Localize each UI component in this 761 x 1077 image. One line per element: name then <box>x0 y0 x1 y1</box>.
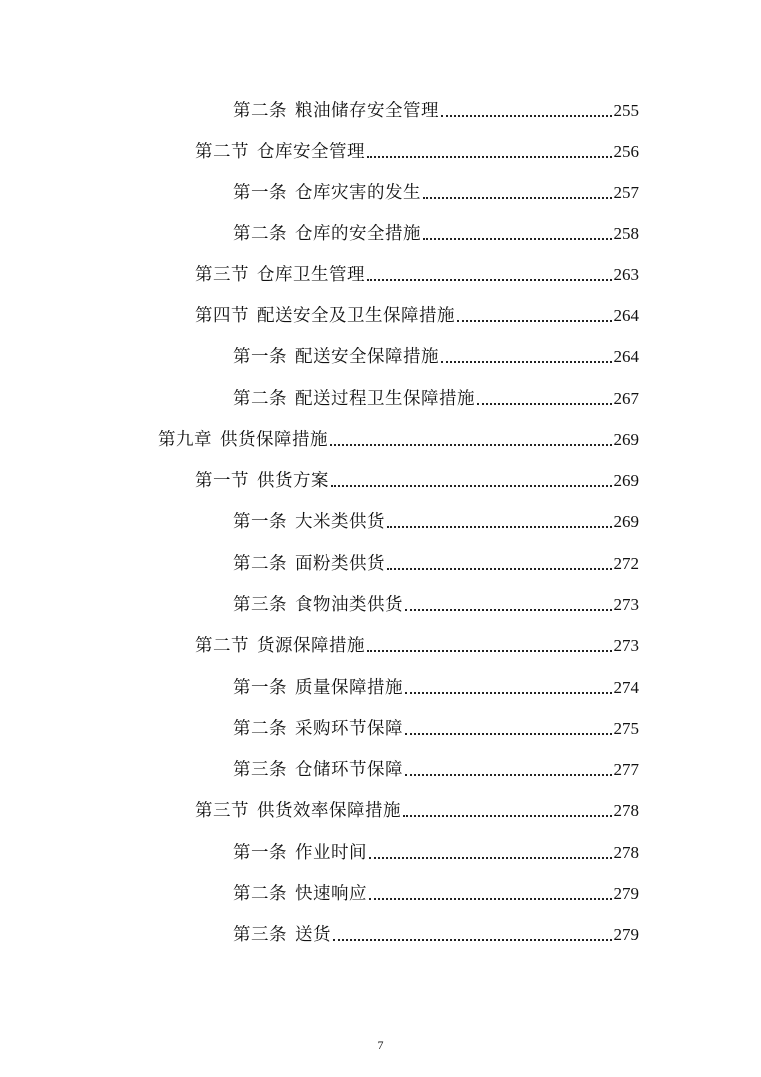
toc-entry-label: 第二条 <box>233 884 287 904</box>
toc-entry <box>233 920 639 946</box>
toc-entry-page: 274 <box>613 678 639 697</box>
toc-entry-page: 269 <box>613 471 639 490</box>
toc-entry-label: 第三节 <box>195 801 249 821</box>
toc-dot-leader <box>477 403 612 405</box>
toc-entry-page: 278 <box>613 843 639 862</box>
toc-entry <box>195 301 639 327</box>
toc-entry-title: 供货效率保障措施 <box>257 801 401 821</box>
toc-dot-leader <box>441 115 612 117</box>
toc-entry <box>233 755 639 781</box>
toc-entry-page: 257 <box>613 183 639 202</box>
toc-entry <box>233 879 639 905</box>
toc-entry-page: 275 <box>613 719 639 738</box>
toc-entry-title: 采购环节保障 <box>295 719 403 739</box>
toc-entry-page: 258 <box>613 224 639 243</box>
toc-entry-title: 食物油类供货 <box>295 595 403 615</box>
page-number: 7 <box>377 1038 384 1052</box>
toc-entry <box>233 507 639 533</box>
toc-entry-page: 279 <box>613 884 639 903</box>
toc-entry-label: 第一条 <box>233 512 287 532</box>
toc-entry-page: 273 <box>613 636 639 655</box>
toc-dot-leader <box>367 156 612 158</box>
toc-entry-label: 第三条 <box>233 925 287 945</box>
toc-dot-leader <box>330 444 612 446</box>
toc-dot-leader <box>405 609 612 611</box>
toc-dot-leader <box>331 485 612 487</box>
toc-entry <box>195 466 639 492</box>
toc-entry-title: 面粉类供货 <box>295 554 385 574</box>
toc-entry-title: 仓库的安全措施 <box>295 224 421 244</box>
toc-dot-leader <box>367 279 612 281</box>
toc-dot-leader <box>387 526 612 528</box>
toc-entry-page: 263 <box>613 265 639 284</box>
toc-dot-leader <box>403 815 612 817</box>
toc-entry-label: 第一条 <box>233 843 287 863</box>
toc-entry <box>233 590 639 616</box>
toc-entry-page: 273 <box>613 595 639 614</box>
toc-entry-label: 第一条 <box>233 678 287 698</box>
toc-dot-leader <box>369 898 612 900</box>
toc-entry-title: 粮油储存安全管理 <box>295 101 439 121</box>
toc-entry-title: 质量保障措施 <box>295 678 403 698</box>
toc-entry <box>195 796 639 822</box>
toc-entry-page: 277 <box>613 760 639 779</box>
toc-entry-label: 第四节 <box>195 306 249 326</box>
toc-entry-label: 第三节 <box>195 265 249 285</box>
toc-entry-title: 快速响应 <box>295 884 367 904</box>
toc-entry-label: 第九章 <box>158 430 212 450</box>
toc-entry-page: 267 <box>613 389 639 408</box>
toc-dot-leader <box>405 774 612 776</box>
toc-entry <box>195 260 639 286</box>
toc-entry-label: 第二条 <box>233 101 287 121</box>
toc-entry-label: 第一条 <box>233 347 287 367</box>
toc-entry <box>233 178 639 204</box>
toc-entry <box>233 342 639 368</box>
toc-entry-page: 264 <box>613 347 639 366</box>
toc-entry-title: 货源保障措施 <box>257 636 365 656</box>
toc-dot-leader <box>405 733 612 735</box>
toc-entry-title: 仓库卫生管理 <box>257 265 365 285</box>
toc-entry-label: 第二条 <box>233 389 287 409</box>
toc-entry-title: 供货保障措施 <box>220 430 328 450</box>
toc-dot-leader <box>423 197 612 199</box>
toc-entry <box>233 549 639 575</box>
toc-entry-label: 第二节 <box>195 142 249 162</box>
toc-dot-leader <box>405 692 612 694</box>
toc-entry <box>233 714 639 740</box>
toc-dot-leader <box>423 238 612 240</box>
toc-entry-label: 第三条 <box>233 595 287 615</box>
toc-entry-title: 送货 <box>295 925 331 945</box>
toc-entry-label: 第二节 <box>195 636 249 656</box>
toc-entry-label: 第二条 <box>233 554 287 574</box>
toc-entry-page: 272 <box>613 554 639 573</box>
toc-entry-title: 配送安全保障措施 <box>295 347 439 367</box>
toc-entry-title: 供货方案 <box>257 471 329 491</box>
toc-dot-leader <box>333 939 612 941</box>
toc-dot-leader <box>387 568 612 570</box>
toc-entry-title: 作业时间 <box>295 843 367 863</box>
toc-entry <box>195 631 639 657</box>
toc-dot-leader <box>441 361 612 363</box>
toc-entry-title: 配送过程卫生保障措施 <box>295 389 475 409</box>
toc-entry-title: 配送安全及卫生保障措施 <box>257 306 455 326</box>
toc-entry <box>158 425 639 451</box>
toc-entry-page: 269 <box>613 430 639 449</box>
toc-entry-title: 仓储环节保障 <box>295 760 403 780</box>
toc-entry-label: 第三条 <box>233 760 287 780</box>
toc-entry-title: 仓库灾害的发生 <box>295 183 421 203</box>
toc-entry-page: 269 <box>613 512 639 531</box>
toc-entry-label: 第一节 <box>195 471 249 491</box>
toc-entry-label: 第二条 <box>233 719 287 739</box>
toc-entry-label: 第一条 <box>233 183 287 203</box>
toc-entry-page: 278 <box>613 801 639 820</box>
toc-entry-title: 大米类供货 <box>295 512 385 532</box>
toc-entry-page: 279 <box>613 925 639 944</box>
toc-entry-page: 256 <box>613 142 639 161</box>
toc-dot-leader <box>457 320 612 322</box>
toc-dot-leader <box>369 857 612 859</box>
toc-entry <box>233 384 639 410</box>
toc-entry-label: 第二条 <box>233 224 287 244</box>
toc-dot-leader <box>367 650 612 652</box>
toc-entry-title: 仓库安全管理 <box>257 142 365 162</box>
toc-entry <box>195 137 639 163</box>
toc-entry-page: 264 <box>613 306 639 325</box>
toc-entry <box>233 96 639 122</box>
toc-entry <box>233 838 639 864</box>
toc-entry <box>233 673 639 699</box>
toc-entry <box>233 219 639 245</box>
toc-entry-page: 255 <box>613 101 639 120</box>
